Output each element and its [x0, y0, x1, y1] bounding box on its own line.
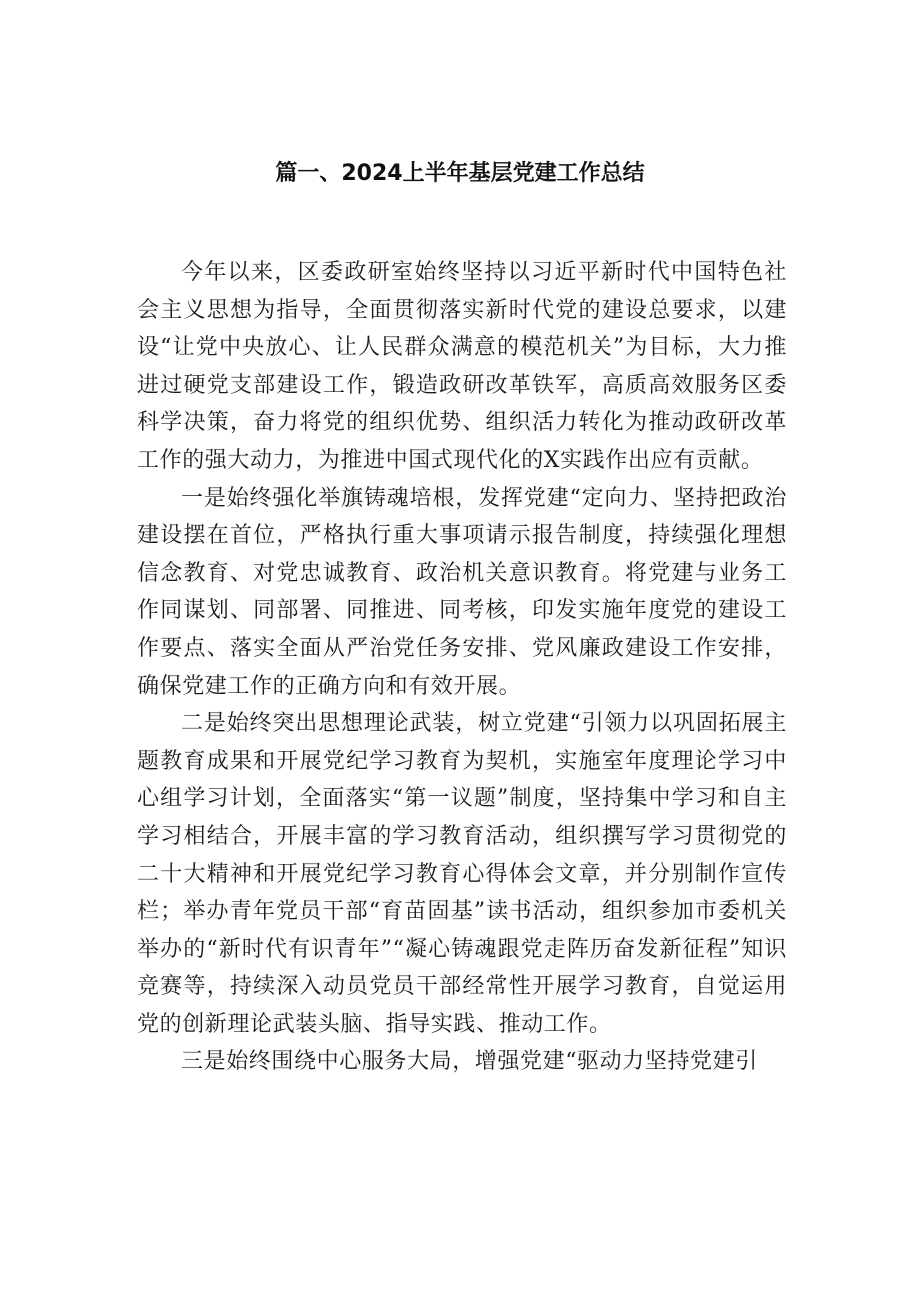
paragraph-third-point: 三是始终围绕中心服务大局，增强党建“驱动力坚持党建引 — [181, 1049, 758, 1075]
paragraph-intro: 今年以来，区委政研室始终坚持以习近平新时代中国特色社会主义思想为指导，全面贯彻落实新时代党的建设总要求，以建设“让党中央放心、让人民群众满意的模范机关”为目标，大力推进过硬党支部建设工作，锻造政研改革铁军，高质高效服务区委科学决策，奋力将党的组织优势、组织活力转化为推动政研改革工作的强大动力，为推进中国式现代化的X实践作出应有贡献。 — [137, 260, 787, 473]
document-body — [137, 254, 787, 1081]
document-title: 篇一、2024上半年基层党建工作总结 — [275, 161, 645, 186]
paragraph-first-point: 一是始终强化举旗铸魂培根，发挥党建“定向力、坚持把政治建设摆在首位，严格执行重大事项请示报告制度，持续强化理想信念教育、对党忠诚教育、政治机关意识教育。将党建与业务工作同谋划、同部署、同推进、同考核，印发实施年度党的建设工作要点、落实全面从严治党任务安排、党风廉政建设工作安排，确保党建工作的正确方向和有效开展。 — [137, 485, 787, 699]
paragraph-second-point: 二是始终突出思想理论武装，树立党建“引领力以巩固拓展主题教育成果和开展党纪学习教育为契机，实施室年度理论学习中心组学习计划，全面落实“第一议题”制度，坚持集中学习和自主学习相结合，开展丰富的学习教育活动，组织撰写学习贯彻党的二十大精神和开展党纪学习教育心得体会文章，并分别制作宣传栏；举办青年党员干部“育苗固基”读书活动，组织参加市委机关举办的“新时代有识青年”“凝心铸魂跟党走阵历奋发新征程”知识竞赛等，持续深入动员党员干部经常性开展学习教育，自觉运用党的创新理论武装头脑、指导实践、推动工作。 — [137, 711, 787, 1037]
